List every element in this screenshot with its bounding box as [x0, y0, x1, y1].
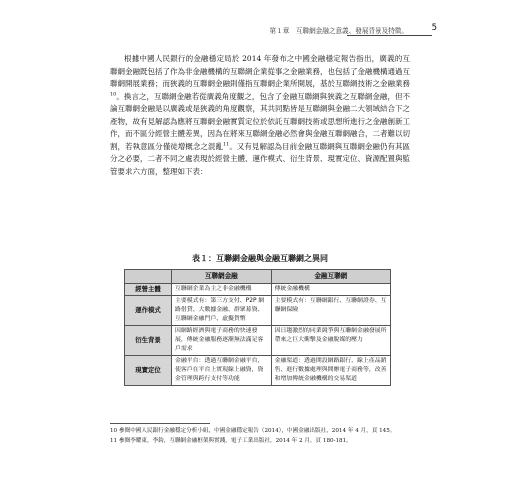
header-rule: [347, 35, 432, 36]
table-cell: 傳統金融機構: [271, 284, 390, 296]
chapter-title: 第１章 互聯網金融之意義、發展背景及特徵。: [269, 27, 408, 35]
table-cell: 因日趨激烈的同業競爭與互聯網金融發展所帶來之巨大衝擊及金融脫媒的壓力: [271, 326, 390, 356]
page-number: 5: [431, 23, 437, 33]
table-header-row: [125, 270, 391, 284]
table-cell: 主要模式有：第三方支付、P2P 網路借貸、大數據金融、群眾募資、互聯網金融門戶、虛擬貨幣: [172, 296, 272, 326]
footnote-ref-11[interactable]: 11: [222, 141, 230, 148]
corner-cell: [125, 270, 172, 284]
column-header-financial-internet: 金融互聯網: [271, 270, 390, 284]
footnote-ref-10[interactable]: 10: [110, 91, 117, 98]
comparison-table: [124, 269, 391, 386]
row-label: 經營主體: [125, 284, 172, 296]
footnote: [110, 427, 415, 436]
row-label: 衍生背景: [125, 326, 172, 356]
table-row: [125, 296, 391, 326]
footnote-number: 11: [110, 438, 118, 444]
footnotes: [110, 427, 415, 447]
footnote-number: 10: [110, 428, 118, 434]
footnote-text: 參閱中國人民銀行金融穩定分析小組，中國金融穩定報告（2014），中國金融出版社，2014 年 4 月，頁 145。: [119, 428, 396, 434]
table-cell: 金融渠道：透過開設網路銀行、線上產品銷售、進行數據處理與開辦電子商務等，改善和增加傳統金融機構的交易渠道: [271, 356, 390, 386]
running-header: [0, 23, 520, 39]
table-row: [125, 326, 391, 356]
row-label: 運作模式: [125, 296, 172, 326]
table-cell: 金融平台：透過互聯網金融平台，使客戶在平台上實現線上融資，資金管理與跨行支付等功能: [172, 356, 272, 386]
table-cell: 因網路經濟與電子商務的快速發展，傳統金融服務逐漸無法滿足客戶需求: [172, 326, 272, 356]
body-paragraph: [110, 53, 410, 178]
table-row: [125, 356, 391, 386]
body-text-part-2: 。換言之，互聯網金融若從廣義角度觀之，包含了金融互聯網與狹義之互聯網金融，但不論互聯網金融是以廣義或是狹義的角度觀察，其共同點皆是互聯網與金融二大領域結合下之產物，故有見解認為應將互聯網金融實質定位於依託互聯網技術或思想所進行之金融創新工作，而不區分經營主體差異，因為在將來互聯網金融必然會與金融互聯網融合，二者難以切割，若執意區分僅徒增概念之混亂: [110, 91, 410, 151]
row-label: 現實定位: [125, 356, 172, 386]
footnote-text: 參閱李耀東，李鈞，互聯網金融框架與實踐，電子工業出版社，2014 年 2 月，頁 180-181。: [119, 438, 352, 444]
table-row: [125, 284, 391, 296]
body-text-part-3: 。又有見解認為目前金融互聯網與互聯網金融仍有其區分之必要，二者不同之處表現於經營主體、運作模式、衍生背景、現實定位、資源配置與監管要求六方面，整理如下表：: [110, 141, 411, 176]
table-cell: 互聯網企業為主之非金融機構: [172, 284, 272, 296]
table-cell: 主要模式有：互聯網銀行、互聯網證券、互聯網保險: [271, 296, 390, 326]
column-header-internet-finance: 互聯網金融: [172, 270, 272, 284]
footnote-divider: [110, 423, 210, 424]
table-title: 表１：互聯網金融與金融互聯網之異同: [192, 254, 328, 263]
body-text-part-1: 根據中國人民銀行的金融穩定局於 2014 年發布之中國金融穩定報告指出，廣義的互聯網金融既包括了作為非金融機構的互聯網企業從事之金融業務，也包括了金融機構通過互聯網開展業務；而狹義的互聯網金融則僅指互聯網企業所開展，基於互聯網技術之金融業務: [110, 54, 410, 89]
footnote: [110, 437, 415, 446]
